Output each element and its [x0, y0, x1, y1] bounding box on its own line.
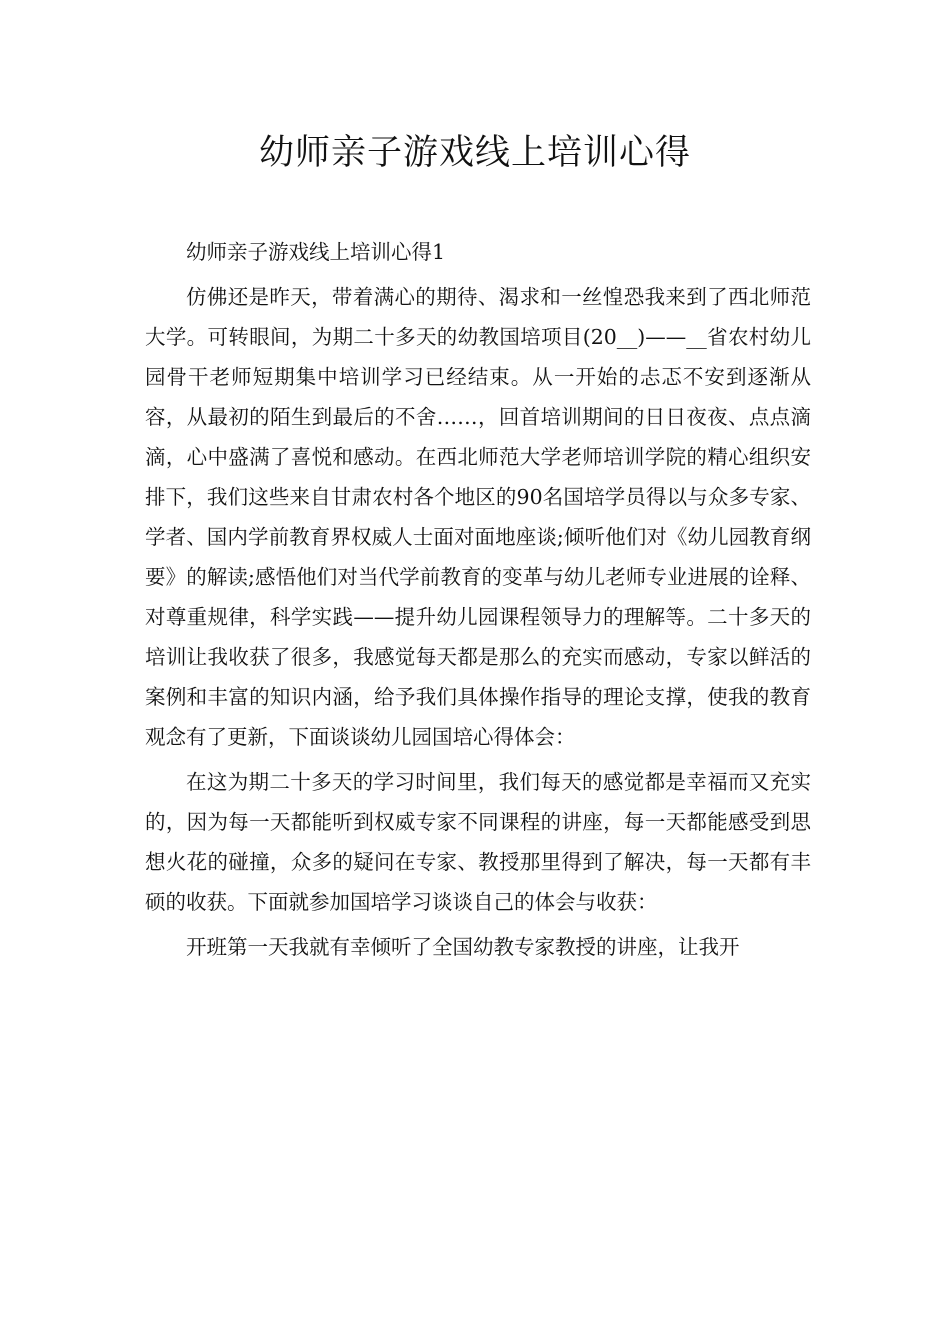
paragraph: 开班第一天我就有幸倾听了全国幼教专家教授的讲座，让我开: [186, 935, 740, 959]
document-title: 幼师亲子游戏线上培训心得: [258, 133, 691, 173]
section-heading: 幼师亲子游戏线上培训心得1: [186, 240, 446, 264]
paragraph: 仿佛还是昨天，带着满心的期待、渴求和一丝惶恐我来到了西北师范大学。可转眼间，为期二十多天的幼教国培项目(20__)——__省农村幼儿园骨干老师短期集中培训学习已经结束。从一开始的忐忑不安到逐渐从容，从最初的陌生到最后的不舍……，回首培训期间的日日夜夜、点点滴滴，心中盛满了喜悦和感动。在西北师范大学老师培训学院的精心组织安排下，我们这些来自甘肃农村各个地区的90名国培学员得以与众多专家、学者、国内学前教育界权威人士面对面地座谈;倾听他们对《幼儿园教育纲要》的解读;感悟他们对当代学前教育的变革与幼儿老师专业进展的诠释、对尊重规律，科学实践——提升幼儿园课程领导力的理解等。二十多天的培训让我收获了很多，我感觉每天都是那么的充实而感动，专家以鲜活的案例和丰富的知识内涵，给予我们具体操作指导的理论支撑，使我的教育观念有了更新，下面谈谈幼儿园国培心得体会：: [145, 285, 811, 749]
document-body: [145, 232, 811, 967]
paragraph: 在这为期二十多天的学习时间里，我们每天的感觉都是幸福而又充实的，因为每一天都能听到权威专家不同课程的讲座，每一天都能感受到思想火花的碰撞，众多的疑问在专家、教授那里得到了解决，每一天都有丰硕的收获。下面就参加国培学习谈谈自己的体会与收获：: [145, 770, 811, 914]
